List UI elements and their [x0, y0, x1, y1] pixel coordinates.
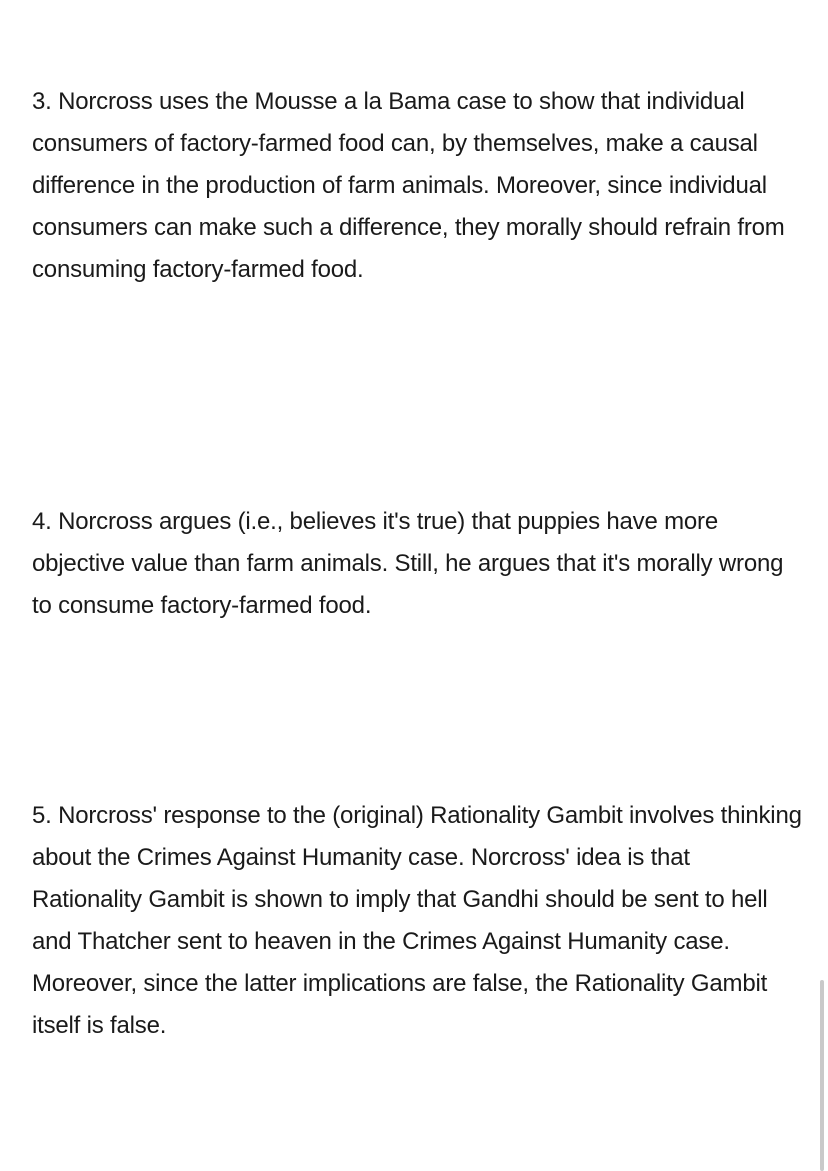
question-3-text: 3. Norcross uses the Mousse a la Bama case to show that individual consumers of factory-farmed food can, by themselves, make a causal difference in the production of farm animals. Moreover, since individual consumers can make such a difference, they morally should refrain from consuming factory-farmed food.	[32, 88, 785, 283]
vertical-scrollbar[interactable]	[820, 980, 824, 1171]
question-5-text: 5. Norcross' response to the (original) Rationality Gambit involves thinking about the Crimes Against Humanity case. Norcross' idea is that Rationality Gambit is shown to imply that Gandhi should be sent to hell and Thatcher sent to heaven in the Crimes Against Humanity case. Moreover, since the latter implications are false, the Rationality Gambit itself is false.	[32, 802, 802, 1039]
question-4-text: 4. Norcross argues (i.e., believes it's true) that puppies have more objective value than farm animals. Still, he argues that it's morally wrong to consume factory-farmed food.	[32, 508, 784, 619]
